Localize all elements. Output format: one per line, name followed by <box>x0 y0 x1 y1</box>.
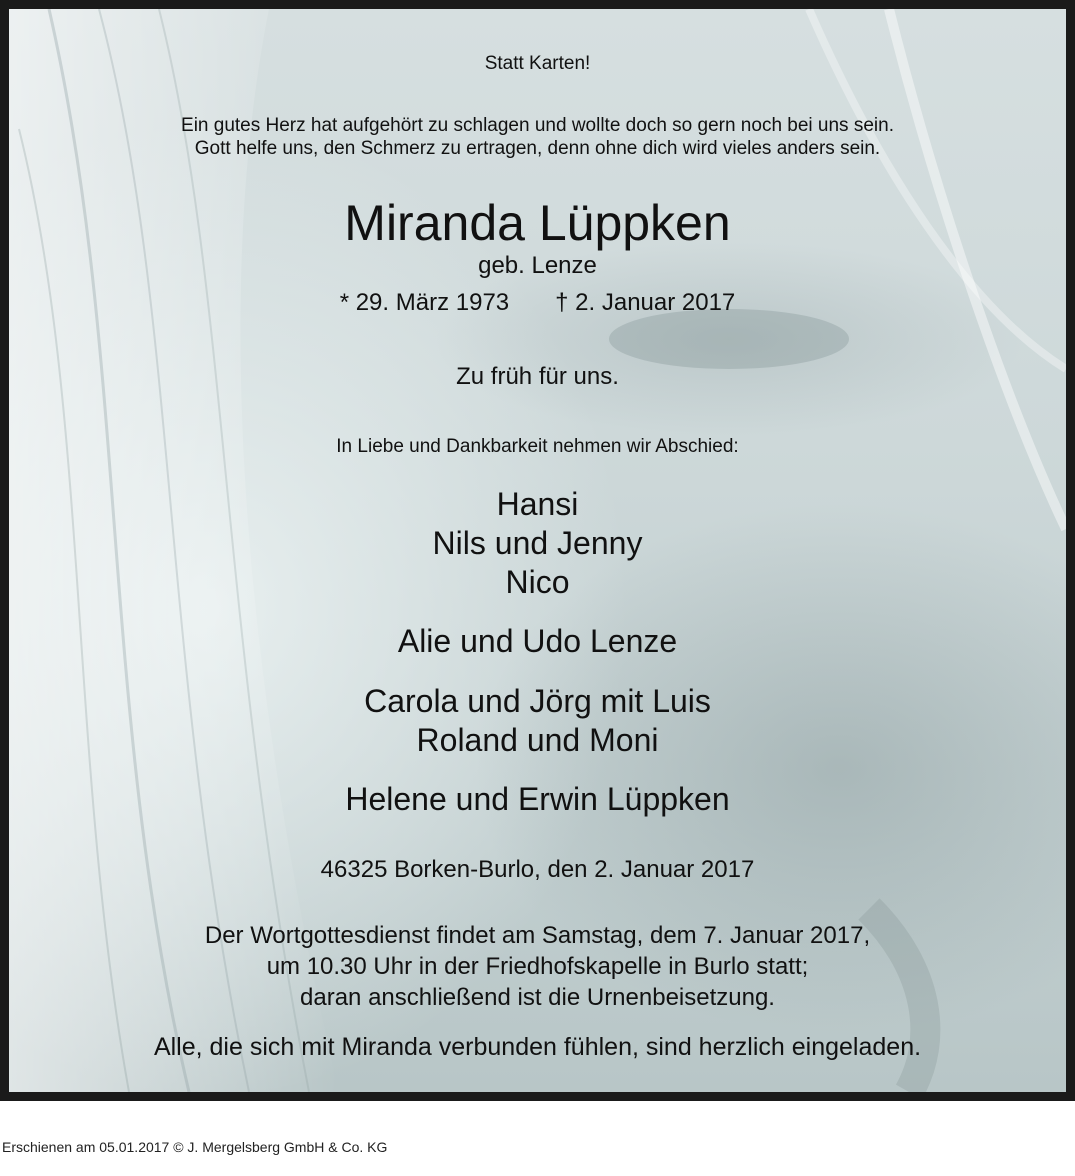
birth-date: * 29. März 1973 <box>339 289 510 316</box>
service-line-1: Der Wortgottesdienst findet am Samstag, dem 7. Januar 2017, <box>204 922 871 949</box>
place-and-date: 46325 Borken-Burlo, den 2. Januar 2017 <box>320 856 755 883</box>
mourner-line: Helene und Erwin Lüppken <box>345 781 730 817</box>
mourner-line: Roland und Moni <box>416 722 659 758</box>
mourner-line: Hansi <box>496 486 579 522</box>
farewell-intro: In Liebe und Dankbarkeit nehmen wir Abschied: <box>336 436 739 457</box>
mourner-line: Carola und Jörg mit Luis <box>364 683 711 719</box>
service-line-3: daran anschließend ist die Urnenbeisetzung. <box>300 984 775 1011</box>
deceased-name: Miranda Lüppken <box>344 195 731 251</box>
death-date: † 2. Januar 2017 <box>555 289 736 316</box>
mourner-line: Nils und Jenny <box>432 525 643 561</box>
verse-line-1: Ein gutes Herz hat aufgehört zu schlagen und wollte doch so gern noch bei uns sein. <box>181 115 894 136</box>
publication-footer: Erschienen am 05.01.2017 © J. Mergelsberg GmbH & Co. KG <box>2 1139 388 1155</box>
maiden-name: geb. Lenze <box>478 252 597 279</box>
verse-line-2: Gott helfe uns, den Schmerz zu ertragen, denn ohne dich wird vieles anders sein. <box>194 138 881 159</box>
life-dates <box>9 289 1066 317</box>
invitation: Alle, die sich mit Miranda verbunden fühlen, sind herzlich eingeladen. <box>153 1033 922 1061</box>
cards-note: Statt Karten! <box>484 53 591 74</box>
service-line-2: um 10.30 Uhr in der Friedhofskapelle in Burlo statt; <box>266 953 809 980</box>
mourner-line: Alie und Udo Lenze <box>397 623 678 659</box>
mourner-line: Nico <box>505 564 570 600</box>
motto: Zu früh für uns. <box>456 363 619 390</box>
